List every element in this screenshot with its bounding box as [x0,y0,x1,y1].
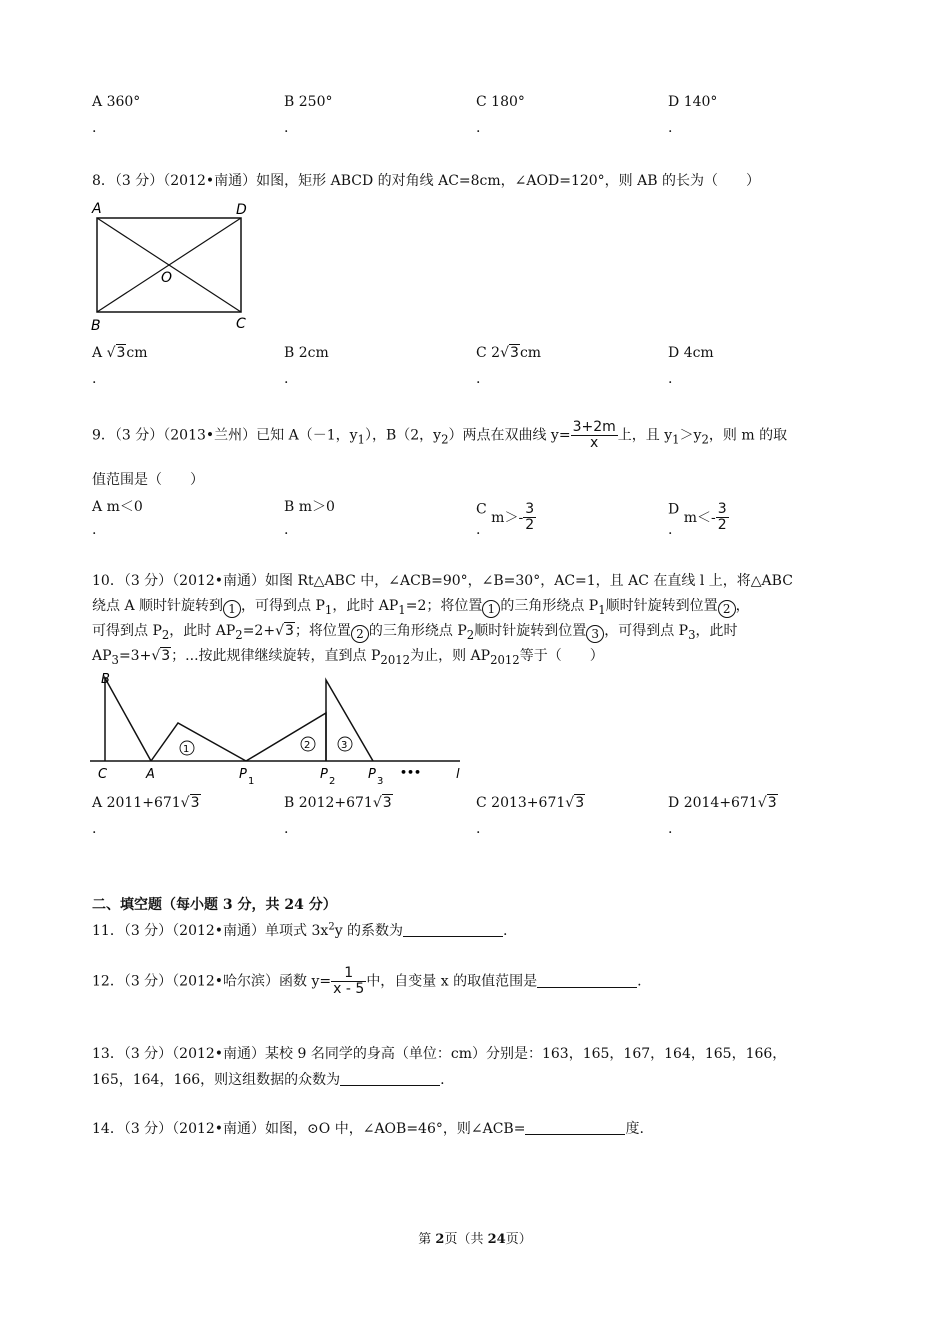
option-dot: . [476,522,481,538]
q11: 11．（3 分）（2012•南通）单项式 $3x^2y$ 的系数为 . [92,921,508,939]
q8-option-c: C 2√3cm [476,345,542,361]
answer-blank [525,1120,625,1135]
q8-option-d: D 4cm [668,345,714,361]
q10-label-p3-sub: 3 [377,776,384,787]
q10-option-c: C 2013+671√3 [476,795,585,811]
answer-blank [403,922,503,937]
q10-label-c: C [98,767,108,782]
q10-region-3: 3 [341,740,348,751]
option-dot: . [92,120,97,136]
q9-option-c: C m＞- $\frac{3}{2}$ [476,501,535,533]
q10-stem-line1: 10．（3 分）（2012•南通）如图 Rt△ABC 中，∠ACB=90°，∠B=30°，AC=1，且 AC 在直线 l 上，将△ABC [92,573,793,589]
q10-region-2: 2 [304,740,311,751]
q10-rotation-figure [88,668,473,790]
q12-fraction: $\frac{1}{x - 5}$ [333,965,365,997]
q10-label-b: B [101,672,110,687]
q7-option-d: D 140° [668,94,718,110]
q10-option-d: D 2014+671√3 [668,795,777,811]
q10-stem-line3: 可得到点 $P_2$，此时 $AP_2=2+√3$；将位置 2 的三角形绕点 $P_2$顺时针旋转到位置 3 ，可得到点 $P_3$，此时 [92,623,738,642]
q9-fraction: $\frac{3+2m}{x}$ [572,419,616,451]
q9-option-d: D m＜- $\frac{3}{2}$ [668,501,727,533]
q14: 14．（3 分）（2012•南通）如图，⊙O 中，∠AOB=46°，则∠ACB= 度. [92,1121,644,1137]
q8-rectangle-figure [88,198,258,336]
q7-option-a: A 360° [92,94,141,110]
option-dot: . [668,522,673,538]
q9-stem-line2: 值范围是（ ） [92,472,204,488]
option-dot: . [92,821,97,837]
q9-option-b: B m＞0 [284,499,335,515]
q10-ellipsis: ••• [400,766,422,779]
q10-label-p2: P [320,767,328,782]
q8-label-d: D [236,202,247,218]
q10-stem-line2: 绕点 A 顺时针旋转到 1 ，可得到点 $P_1$，此时 $AP_1=2$；将位置 1 的三角形绕点 $P_1$顺时针旋转到位置 2 ， [92,598,750,617]
section-heading: 二、填空题（每小题 3 分，共 24 分） [92,897,337,913]
option-dot: . [668,371,673,387]
q13-line2: 165，164，166，则这组数据的众数为 . [92,1072,445,1088]
option-dot: . [284,371,289,387]
option-dot: . [476,371,481,387]
q10-label-p3: P [368,767,376,782]
q10-stem-line4: $AP_3=3+√3$；...按此规律继续旋转，直到点 $P_{2012}$为止，则 $AP_{2012}$等于（ ） [92,648,604,667]
option-dot: . [668,120,673,136]
option-dot: . [92,371,97,387]
q8-option-b: B 2cm [284,345,329,361]
q10-label-a: A [146,767,155,782]
answer-blank [537,973,637,988]
page-footer: 第 2页（共 24页） [418,1232,532,1247]
q9-stem-line1: 9．（3 分）（2013•兰州）已知 A（－1，$y_1$），B（2，$y_2$）两点在双曲线 y= $\frac{3+2m}{x}$ 上，且 $y_1>y_2$，则 m 的取 [92,419,788,451]
q13-line1: 13．（3 分）（2012•南通）某校 9 名同学的身高（单位：cm）分别是：163，165，167，164，165，166， [92,1046,787,1062]
q10-region-1: 1 [183,744,190,755]
q8-label-o: O [161,270,173,286]
option-dot: . [284,522,289,538]
option-dot: . [284,120,289,136]
answer-blank [340,1071,440,1086]
option-dot: . [476,821,481,837]
q10-label-p2-sub: 2 [329,776,336,787]
q8-label-c: C [236,316,246,332]
q10-label-l: l [456,767,460,782]
q9-option-a: A m＜0 [92,499,143,515]
option-dot: . [284,821,289,837]
q8-label-b: B [91,318,101,334]
option-dot: . [476,120,481,136]
q8-option-a: A √3cm [92,345,148,361]
option-dot: . [92,522,97,538]
q10-option-b: B 2012+671√3 [284,795,392,811]
q10-option-a: A 2011+671√3 [92,795,200,811]
q12: 12．（3 分）（2012•哈尔滨）函数 y= $\frac{1}{x - 5}$ 中，自变量 x 的取值范围是 . [92,965,642,997]
q7-option-b: B 250° [284,94,333,110]
q7-option-c: C 180° [476,94,525,110]
option-dot: . [668,821,673,837]
q10-label-p1-sub: 1 [248,776,255,787]
q10-label-p1: P [239,767,247,782]
q8-label-a: A [92,201,102,217]
q8-stem: 8．（3 分）（2012•南通）如图，矩形 ABCD 的对角线 AC=8cm，∠AOD=120°，则 AB 的长为（ ） [92,173,760,189]
